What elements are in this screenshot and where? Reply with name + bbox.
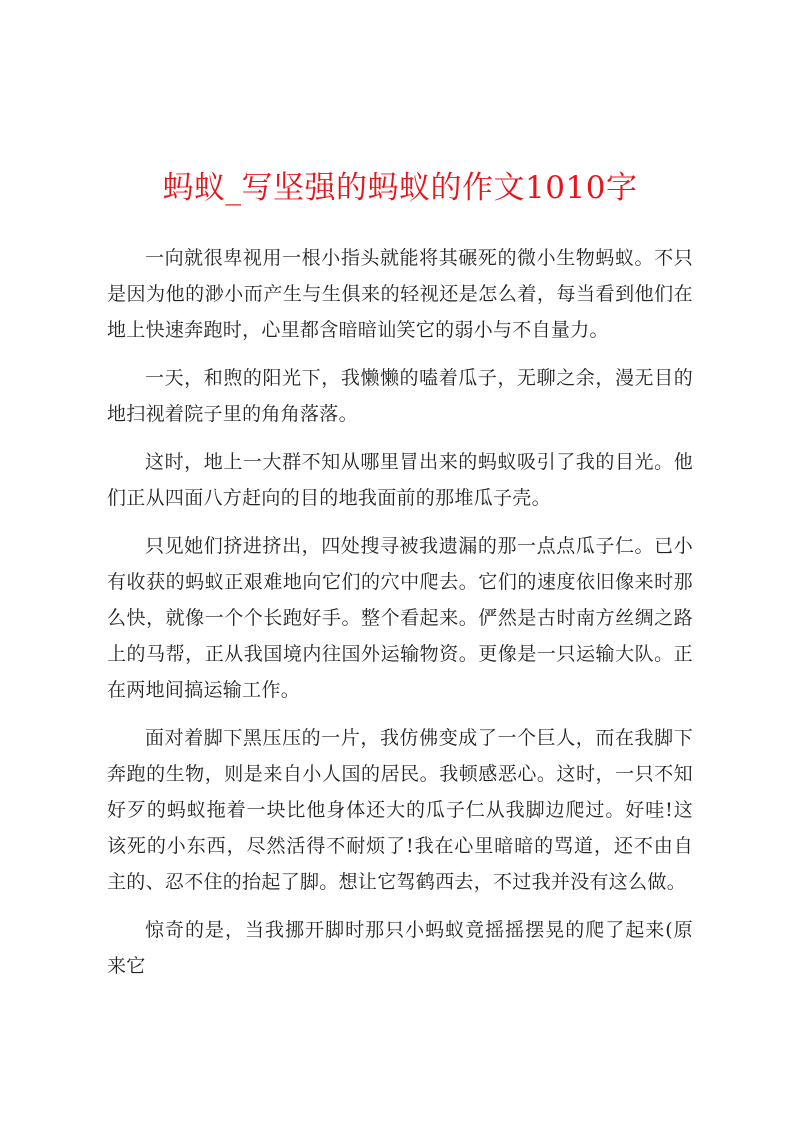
document-title: 蚂蚁_写坚强的蚂蚁的作文1010字 [162, 170, 638, 206]
paragraph: 一天，和煦的阳光下，我懒懒的嗑着瓜子，无聊之余，漫无目的地扫视着院子里的角角落落。 [107, 367, 693, 425]
document-body [107, 240, 693, 996]
paragraph: 一向就很卑视用一根小指头就能将其碾死的微小生物蚂蚁。不只是因为他的渺小而产生与生俱来的轻视还是怎么着，每当看到他们在地上快速奔跑时，心里都含暗暗讪笑它的弱小与不自量力。 [107, 247, 693, 341]
paragraph: 只见她们挤进挤出，四处搜寻被我遗漏的那一点点瓜子仁。已小有收获的蚂蚁正艰难地向它们的穴中爬去。它们的速度依旧像来时那么快，就像一个个长跑好手。整个看起来。俨然是古时南方丝绸之路上的马帮，正从我国境内往国外运输物资。更像是一只运输大队。正在两地间搞运输工作。 [107, 535, 693, 701]
paragraph: 惊奇的是，当我挪开脚时那只小蚂蚁竟摇摇摆晃的爬了起来(原来它 [107, 919, 693, 977]
paragraph: 这时，地上一大群不知从哪里冒出来的蚂蚁吸引了我的目光。他们正从四面八方赶向的目的地我面前的那堆瓜子壳。 [107, 451, 693, 509]
paragraph: 面对着脚下黑压压的一片，我仿佛变成了一个巨人，而在我脚下奔跑的生物，则是来自小人国的居民。我顿感恶心。这时，一只不知好歹的蚂蚁拖着一块比他身体还大的瓜子仁从我脚边爬过。好哇!这该死的小东西，尽然活得不耐烦了!我在心里暗暗的骂道，还不由自主的、忍不住的抬起了脚。想让它驾鹤西去，不过我并没有这么做。 [107, 727, 693, 893]
